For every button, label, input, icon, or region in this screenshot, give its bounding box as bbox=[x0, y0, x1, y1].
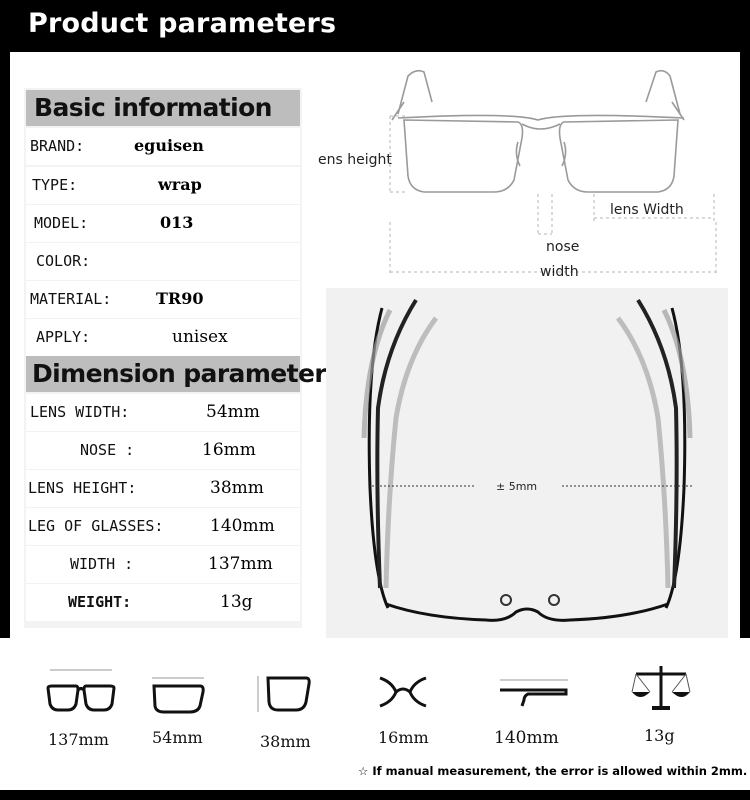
nose-bridge-value: 16mm bbox=[378, 728, 429, 747]
leg-value: 140mm bbox=[210, 516, 275, 536]
lens-width-value: 54mm bbox=[206, 402, 260, 422]
table-row-width bbox=[26, 546, 300, 583]
leg-label: LEG OF GLASSES: bbox=[28, 517, 164, 535]
table-row-material bbox=[26, 281, 300, 318]
apply-value: unisex bbox=[172, 327, 228, 347]
temple-length-value: 140mm bbox=[494, 728, 559, 748]
diagram-lens-height-label: ens height bbox=[318, 152, 392, 168]
color-label: COLOR: bbox=[36, 252, 91, 270]
lens-width-value: 54mm bbox=[152, 728, 203, 747]
basic-info-title: Basic information bbox=[34, 93, 272, 122]
measurement-note: ☆ If manual measurement, the error is allowed within 2mm. bbox=[358, 764, 748, 778]
dimension-heading bbox=[26, 356, 327, 392]
bottom-bar bbox=[0, 790, 750, 800]
diagram-lens-width-label: lens Width bbox=[610, 202, 684, 218]
width-value: 137mm bbox=[208, 554, 273, 574]
lens-width-label: LENS WIDTH: bbox=[30, 403, 130, 421]
table-row-model bbox=[26, 205, 300, 242]
table-row-leg bbox=[26, 508, 300, 545]
model-label: MODEL: bbox=[34, 214, 89, 232]
lens-height-icon bbox=[252, 672, 312, 720]
table-row-color bbox=[26, 243, 300, 280]
weight-scale-icon bbox=[628, 660, 694, 718]
nose-bridge-icon bbox=[376, 672, 430, 716]
width-label: WIDTH : bbox=[70, 555, 134, 573]
table-row-lens-width bbox=[26, 394, 300, 431]
table-row-brand bbox=[26, 128, 300, 165]
table-row-weight bbox=[26, 584, 300, 621]
nose-value: 16mm bbox=[202, 440, 256, 460]
lens-height-value: 38mm bbox=[260, 732, 311, 751]
dimension-title: Dimension parameter bbox=[32, 359, 327, 388]
temple-length-icon bbox=[496, 676, 572, 714]
diagram-nose-label: nose bbox=[546, 239, 580, 255]
lens-height-label: LENS HEIGHT: bbox=[28, 479, 137, 497]
basic-info-heading bbox=[26, 90, 300, 126]
table-row-apply bbox=[26, 319, 300, 356]
frame-width-value: 137mm bbox=[48, 730, 109, 749]
type-value: wrap bbox=[158, 175, 202, 194]
header-bar bbox=[0, 0, 750, 52]
apply-label: APPLY: bbox=[36, 328, 91, 346]
diagram-width-label: width bbox=[540, 264, 579, 280]
type-label: TYPE: bbox=[32, 176, 78, 194]
brand-label: BRAND: bbox=[30, 137, 85, 155]
table-row-nose bbox=[26, 432, 300, 469]
weight-value: 13g bbox=[220, 592, 253, 612]
tolerance-label: ± 5mm bbox=[496, 480, 538, 493]
material-value: TR90 bbox=[156, 289, 204, 308]
frame-width-icon bbox=[44, 664, 118, 718]
brand-value: eguisen bbox=[134, 136, 204, 155]
model-value: 013 bbox=[160, 213, 194, 232]
temple-flex-photo bbox=[326, 288, 728, 638]
weight-scale-value: 13g bbox=[644, 726, 675, 745]
nose-label: NOSE : bbox=[80, 441, 135, 459]
lens-width-icon bbox=[150, 674, 206, 718]
measurement-diagram bbox=[312, 62, 732, 284]
lens-height-value: 38mm bbox=[210, 478, 264, 498]
material-label: MATERIAL: bbox=[30, 290, 112, 308]
weight-label: WEIGHT: bbox=[68, 593, 132, 611]
table-row-type bbox=[26, 167, 300, 204]
page-title: Product parameters bbox=[28, 8, 337, 39]
table-row-lens-height bbox=[26, 470, 300, 507]
